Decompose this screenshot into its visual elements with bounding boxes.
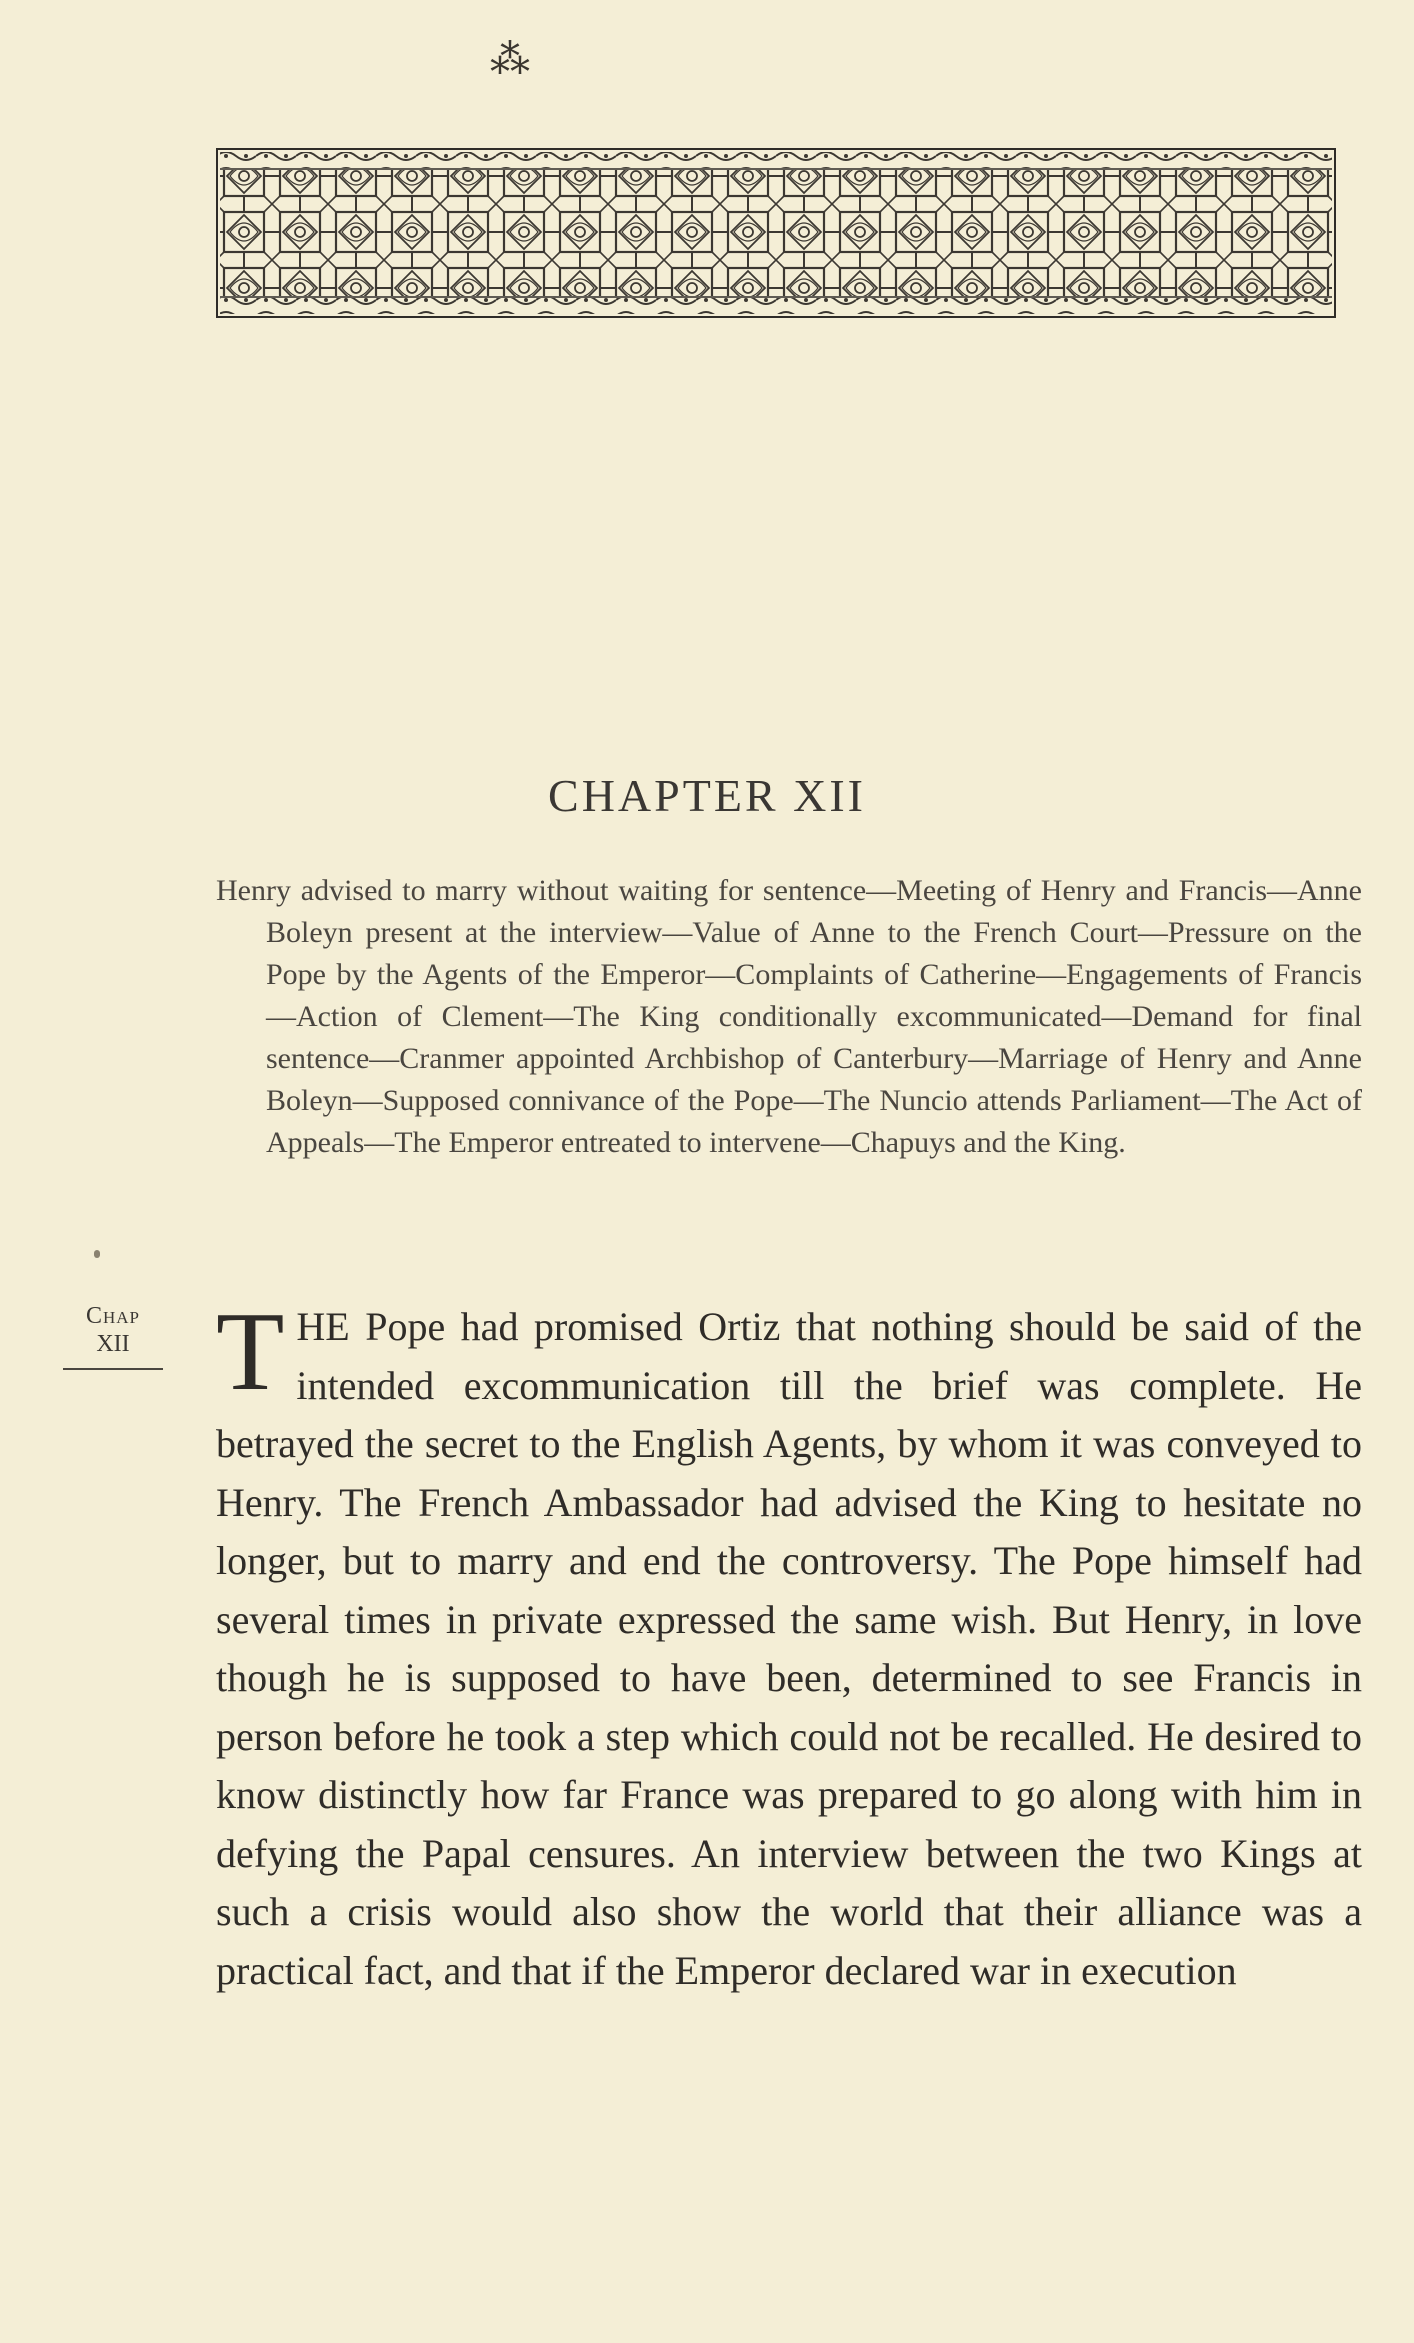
body-paragraph <box>216 1290 1362 2000</box>
decorative-header-band <box>216 148 1336 318</box>
chapter-heading: CHAPTER XII <box>548 770 866 821</box>
chapter-summary <box>216 870 1362 1164</box>
margin-chap-label: Chap <box>85 1303 141 1329</box>
body-paragraph-text <box>216 1290 1362 2000</box>
margin-chap-number: XII <box>96 1331 130 1357</box>
drop-cap-letter: T <box>216 1290 285 1414</box>
margin-speck <box>94 1250 100 1258</box>
body-text-content: HE Pope had promised Ortiz that nothing should be said of the intended excommunication till the brief was complete. He betrayed the secret to the English Agents, by whom it was conveyed to Henry. The French Ambassador had advised the King to hesitate no longer, but to marry and end the controversy. The Pope himself had several times in private expressed the same wish. But Henry, in love though he is supposed to have been, determined to see Francis in person before he took a step which could not be recalled. He desired to know distinctly how far France was prepared to go along with him in defying the Papal censures. An interview between the two Kings at such a crisis would also show the world that their alliance was a practical fact, and that if the Emperor declared war in execution <box>216 1304 1362 1993</box>
margin-chapter-note <box>62 1302 164 1370</box>
margin-rule <box>63 1368 163 1370</box>
chapter-summary-text: Henry advised to marry without waiting for sentence—Meeting of Henry and Francis—Anne Boleyn present at the interview—Value of Anne to the French Court—Pressure on the Pope by the Agents of the Emperor—Complaints of Catherine—Engagements of Francis—Action of Clement—The King conditionally excommunicated—Demand for final sentence—Cranmer appointed Archbishop of Canterbury—Marriage of Henry and Anne Boleyn—Supposed connivance of the Pope—The Nuncio attends Parliament—The Act of Appeals—The Emperor entreated to intervene—Chapuys and the King. <box>216 874 1362 1159</box>
top-printer-mark: ⁂ <box>490 37 530 82</box>
ornament-pattern-graphic <box>216 148 1336 318</box>
